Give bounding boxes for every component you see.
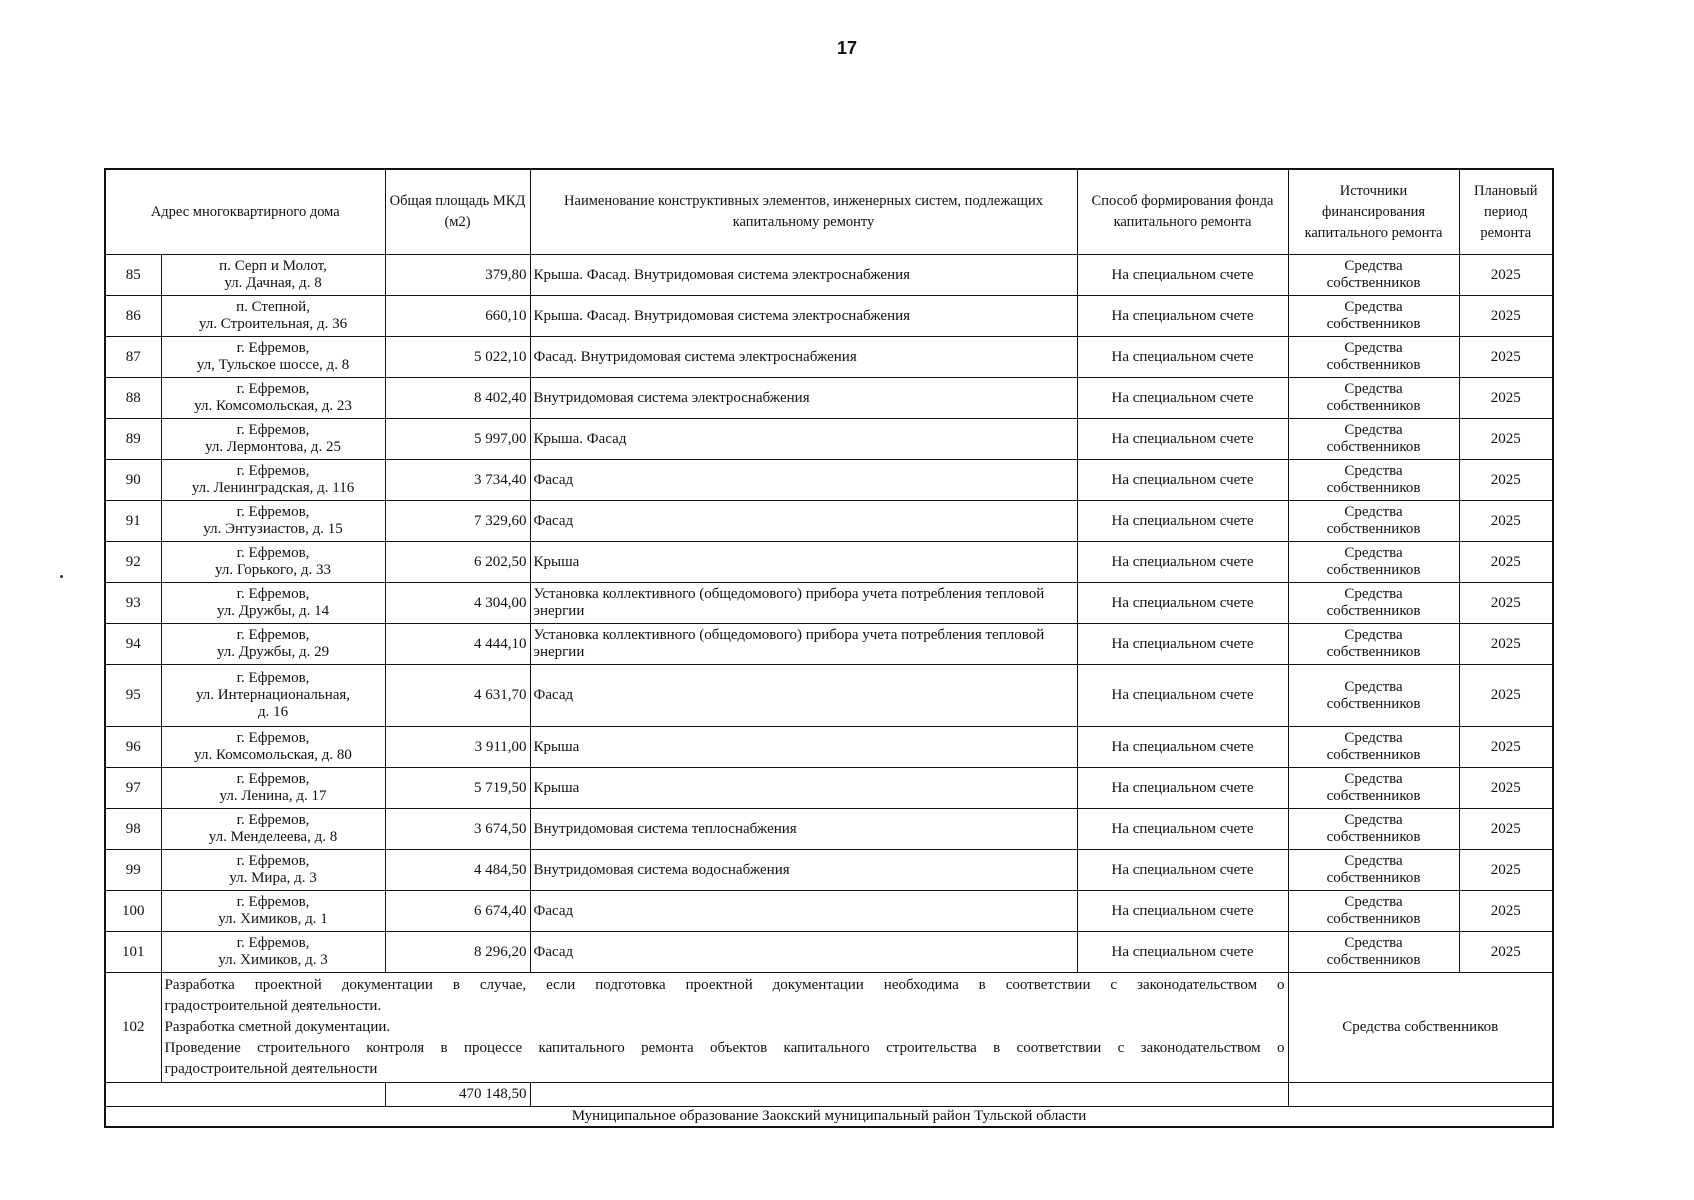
header-elements: Наименование конструктивных элементов, инженерных систем, подлежащих капитальному ремонту (530, 169, 1077, 255)
method-cell: На специальном счете (1077, 850, 1288, 891)
header-row (105, 169, 1553, 255)
address-line: г. Ефремов, (236, 504, 310, 520)
address-cell (161, 768, 385, 809)
source-line: Средства (1344, 812, 1403, 828)
source-line: собственников (1326, 603, 1421, 619)
row-number: 93 (105, 583, 161, 624)
source-cell (1288, 337, 1459, 378)
row-number: 102 (105, 973, 161, 1083)
method-cell: На специальном счете (1077, 665, 1288, 727)
elements-cell: Фасад (530, 665, 1077, 727)
period-cell: 2025 (1459, 809, 1553, 850)
source-cell (1288, 460, 1459, 501)
table-row (105, 501, 1553, 542)
elements-cell: Внутридомовая система электроснабжения (530, 378, 1077, 419)
area-cell: 3 734,40 (385, 460, 530, 501)
elements-cell: Фасад (530, 891, 1077, 932)
address-line: п. Серп и Молот, (219, 258, 327, 274)
area-cell: 7 329,60 (385, 501, 530, 542)
source-line: Средства (1344, 771, 1403, 787)
method-cell: На специальном счете (1077, 255, 1288, 296)
address-line: ул. Мира, д. 3 (229, 870, 317, 886)
method-cell: На специальном счете (1077, 337, 1288, 378)
elements-cell: Установка коллективного (общедомового) прибора учета потребления тепловой энергии (530, 583, 1077, 624)
address-line: г. Ефремов, (236, 463, 310, 479)
elements-cell: Крыша (530, 768, 1077, 809)
table-row (105, 419, 1553, 460)
method-cell: На специальном счете (1077, 501, 1288, 542)
period-cell: 2025 (1459, 891, 1553, 932)
total-empty-end (1288, 1083, 1553, 1107)
elements-cell: Крыша. Фасад. Внутридомовая система электроснабжения (530, 296, 1077, 337)
source-line: Средства (1344, 340, 1403, 356)
row-number: 88 (105, 378, 161, 419)
method-cell: На специальном счете (1077, 583, 1288, 624)
row-number: 92 (105, 542, 161, 583)
page-number: 17 (836, 38, 858, 58)
period-cell: 2025 (1459, 624, 1553, 665)
elements-cell: Крыша (530, 542, 1077, 583)
row-number: 95 (105, 665, 161, 727)
row-number: 90 (105, 460, 161, 501)
period-cell: 2025 (1459, 460, 1553, 501)
area-cell: 4 484,50 (385, 850, 530, 891)
area-cell: 6 674,40 (385, 891, 530, 932)
method-cell: На специальном счете (1077, 296, 1288, 337)
elements-cell: Установка коллективного (общедомового) прибора учета потребления тепловой энергии (530, 624, 1077, 665)
period-cell: 2025 (1459, 378, 1553, 419)
method-cell: На специальном счете (1077, 932, 1288, 973)
source-line: собственников (1326, 644, 1421, 660)
source-cell (1288, 891, 1459, 932)
source-line: собственников (1326, 870, 1421, 886)
source-cell (1288, 768, 1459, 809)
source-line: собственников (1326, 952, 1421, 968)
source-line: собственников (1326, 357, 1421, 373)
address-cell (161, 624, 385, 665)
address-cell (161, 727, 385, 768)
row-number: 87 (105, 337, 161, 378)
method-cell: На специальном счете (1077, 727, 1288, 768)
address-line: г. Ефремов, (236, 381, 310, 397)
address-cell (161, 460, 385, 501)
area-cell: 4 444,10 (385, 624, 530, 665)
address-line: г. Ефремов, (236, 771, 310, 787)
elements-cell: Фасад. Внутридомовая система электроснабжения (530, 337, 1077, 378)
area-cell: 6 202,50 (385, 542, 530, 583)
source-cell (1288, 727, 1459, 768)
source-line: Средства (1344, 299, 1403, 315)
table-row (105, 665, 1553, 727)
source-line: собственников (1326, 695, 1421, 712)
address-line: г. Ефремов, (236, 545, 310, 561)
source-line: Средства (1344, 935, 1403, 951)
row-number: 91 (105, 501, 161, 542)
address-line: г. Ефремов, (236, 894, 310, 910)
total-empty (105, 1083, 385, 1107)
address-cell (161, 255, 385, 296)
address-line: ул. Химиков, д. 1 (218, 911, 328, 927)
method-cell: На специальном счете (1077, 378, 1288, 419)
address-line: д. 16 (257, 704, 289, 720)
address-line: ул. Энтузиастов, д. 15 (203, 521, 343, 537)
area-cell: 3 674,50 (385, 809, 530, 850)
source-cell (1288, 932, 1459, 973)
address-line: ул. Дачная, д. 8 (224, 275, 322, 291)
address-line: г. Ефремов, (236, 340, 310, 356)
table-row (105, 542, 1553, 583)
municipality-title: Муниципальное образование Заокский муниципальный район Тульской области (105, 1107, 1553, 1127)
row-number: 100 (105, 891, 161, 932)
source-line: Средства (1344, 586, 1403, 602)
source-cell (1288, 542, 1459, 583)
header-sources: Источники финансирования капитального ремонта (1288, 169, 1459, 255)
area-cell: 5 719,50 (385, 768, 530, 809)
source-line: Средства (1344, 422, 1403, 438)
address-line: ул. Химиков, д. 3 (218, 952, 328, 968)
address-line: г. Ефремов, (236, 730, 310, 746)
source-line: Средства (1344, 463, 1403, 479)
elements-cell: Внутридомовая система водоснабжения (530, 850, 1077, 891)
address-line: г. Ефремов, (236, 670, 310, 686)
elements-cell: Крыша (530, 727, 1077, 768)
address-line: п. Степной, (236, 299, 310, 315)
address-line: ул. Дружбы, д. 14 (216, 603, 330, 619)
address-line: ул. Лермонтова, д. 25 (205, 439, 341, 455)
work-line: Проведение строительного контроля в процессе капитального ремонта объектов капитального строительства в соответствии с законодательством о (164, 1040, 1285, 1056)
source-line: Средства (1344, 678, 1403, 695)
source-cell (1288, 583, 1459, 624)
period-cell: 2025 (1459, 542, 1553, 583)
table-row-102 (105, 973, 1553, 1083)
elements-cell: Внутридомовая система теплоснабжения (530, 809, 1077, 850)
source-line: Средства (1344, 730, 1403, 746)
funding-source: Средства собственников (1288, 973, 1553, 1083)
header-area: Общая площадь МКД (м2) (385, 169, 530, 255)
source-line: собственников (1326, 439, 1421, 455)
address-line: ул. Интернациональная, (195, 687, 351, 703)
method-cell: На специальном счете (1077, 891, 1288, 932)
address-cell (161, 850, 385, 891)
source-cell (1288, 296, 1459, 337)
address-line: г. Ефремов, (236, 812, 310, 828)
elements-cell: Крыша. Фасад. Внутридомовая система электроснабжения (530, 255, 1077, 296)
address-cell (161, 809, 385, 850)
address-cell (161, 932, 385, 973)
table-row (105, 727, 1553, 768)
source-line: Средства (1344, 504, 1403, 520)
period-cell: 2025 (1459, 727, 1553, 768)
table-row (105, 932, 1553, 973)
source-line: собственников (1326, 480, 1421, 496)
period-cell: 2025 (1459, 665, 1553, 727)
work-description (161, 973, 1288, 1083)
work-line: градостроительной деятельности. (164, 998, 382, 1014)
elements-cell: Фасад (530, 932, 1077, 973)
table-row (105, 809, 1553, 850)
repair-program-table (104, 168, 1554, 1128)
address-line: ул. Менделеева, д. 8 (208, 829, 338, 845)
address-cell (161, 583, 385, 624)
address-line: г. Ефремов, (236, 627, 310, 643)
source-line: собственников (1326, 911, 1421, 927)
period-cell: 2025 (1459, 296, 1553, 337)
period-cell: 2025 (1459, 419, 1553, 460)
period-cell: 2025 (1459, 932, 1553, 973)
area-cell: 5 997,00 (385, 419, 530, 460)
source-line: собственников (1326, 398, 1421, 414)
address-line: г. Ефремов, (236, 853, 310, 869)
total-empty-mid (530, 1083, 1288, 1107)
method-cell: На специальном счете (1077, 624, 1288, 665)
table-row (105, 891, 1553, 932)
area-cell: 4 304,00 (385, 583, 530, 624)
row-number: 99 (105, 850, 161, 891)
source-line: Средства (1344, 545, 1403, 561)
source-cell (1288, 624, 1459, 665)
area-cell: 379,80 (385, 255, 530, 296)
method-cell: На специальном счете (1077, 768, 1288, 809)
address-line: ул. Ленинградская, д. 116 (191, 480, 355, 496)
period-cell: 2025 (1459, 583, 1553, 624)
table-row (105, 583, 1553, 624)
address-cell (161, 665, 385, 727)
table-row (105, 337, 1553, 378)
row-number: 97 (105, 768, 161, 809)
elements-cell: Фасад (530, 460, 1077, 501)
area-cell: 8 296,20 (385, 932, 530, 973)
row-number: 96 (105, 727, 161, 768)
source-line: Средства (1344, 627, 1403, 643)
header-method: Способ формирования фонда капитального ремонта (1077, 169, 1288, 255)
period-cell: 2025 (1459, 850, 1553, 891)
period-cell: 2025 (1459, 768, 1553, 809)
method-cell: На специальном счете (1077, 809, 1288, 850)
source-line: собственников (1326, 562, 1421, 578)
source-line: Средства (1344, 894, 1403, 910)
row-number: 98 (105, 809, 161, 850)
table-body (105, 255, 1553, 1127)
source-cell (1288, 419, 1459, 460)
address-line: ул. Горького, д. 33 (215, 562, 331, 578)
source-line: собственников (1326, 829, 1421, 845)
total-area: 470 148,50 (385, 1083, 530, 1107)
method-cell: На специальном счете (1077, 460, 1288, 501)
address-cell (161, 501, 385, 542)
address-line: ул. Дружбы, д. 29 (216, 644, 330, 660)
elements-cell: Крыша. Фасад (530, 419, 1077, 460)
address-line: ул. Ленина, д. 17 (219, 788, 327, 804)
total-row (105, 1083, 1553, 1107)
address-cell (161, 419, 385, 460)
table-row (105, 768, 1553, 809)
address-line: г. Ефремов, (236, 586, 310, 602)
table-row (105, 460, 1553, 501)
source-cell (1288, 378, 1459, 419)
address-line: г. Ефремов, (236, 935, 310, 951)
source-line: собственников (1326, 316, 1421, 332)
work-line: градостроительной деятельности (164, 1061, 378, 1077)
method-cell: На специальном счете (1077, 419, 1288, 460)
area-cell: 3 911,00 (385, 727, 530, 768)
row-number: 86 (105, 296, 161, 337)
address-cell (161, 542, 385, 583)
period-cell: 2025 (1459, 501, 1553, 542)
method-cell: На специальном счете (1077, 542, 1288, 583)
period-cell: 2025 (1459, 255, 1553, 296)
address-line: ул. Комсомольская, д. 23 (194, 398, 352, 414)
address-cell (161, 378, 385, 419)
source-cell (1288, 501, 1459, 542)
source-line: собственников (1326, 747, 1421, 763)
address-line: ул. Строительная, д. 36 (198, 316, 348, 332)
source-line: собственников (1326, 788, 1421, 804)
table-row (105, 624, 1553, 665)
table-row (105, 255, 1553, 296)
source-cell (1288, 850, 1459, 891)
header-period: Плановый период ремонта (1459, 169, 1553, 255)
row-number: 101 (105, 932, 161, 973)
source-line: собственников (1326, 275, 1421, 291)
source-cell (1288, 809, 1459, 850)
header-address: Адрес многоквартирного дома (105, 169, 385, 255)
source-line: Средства (1344, 381, 1403, 397)
area-cell: 4 631,70 (385, 665, 530, 727)
elements-cell: Фасад (530, 501, 1077, 542)
address-cell (161, 891, 385, 932)
source-cell (1288, 665, 1459, 727)
row-number: 89 (105, 419, 161, 460)
work-line: Разработка сметной документации. (164, 1019, 391, 1035)
table-row (105, 850, 1553, 891)
table-row (105, 296, 1553, 337)
period-cell: 2025 (1459, 337, 1553, 378)
footer-row (105, 1107, 1553, 1127)
source-line: собственников (1326, 521, 1421, 537)
area-cell: 5 022,10 (385, 337, 530, 378)
area-cell: 8 402,40 (385, 378, 530, 419)
address-cell (161, 296, 385, 337)
address-cell (161, 337, 385, 378)
scan-dot (60, 575, 63, 578)
address-line: г. Ефремов, (236, 422, 310, 438)
row-number: 85 (105, 255, 161, 296)
row-number: 94 (105, 624, 161, 665)
source-line: Средства (1344, 258, 1403, 274)
area-cell: 660,10 (385, 296, 530, 337)
table-row (105, 378, 1553, 419)
source-cell (1288, 255, 1459, 296)
source-line: Средства (1344, 853, 1403, 869)
address-line: ул. Комсомольская, д. 80 (194, 747, 352, 763)
address-line: ул, Тульское шоссе, д. 8 (196, 357, 350, 373)
work-line: Разработка проектной документации в случае, если подготовка проектной документации необходима в соответствии с законодательством о (164, 977, 1285, 993)
